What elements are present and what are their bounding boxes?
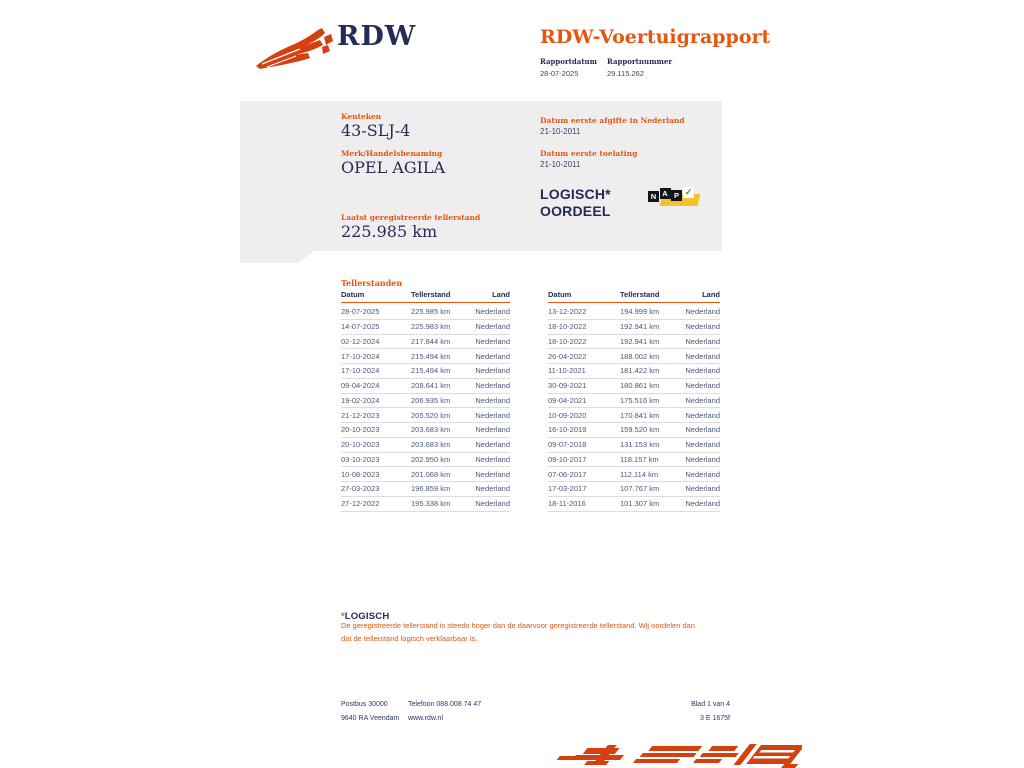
cell-datum: 10-08-2023: [341, 469, 380, 479]
cell-land: Nederland: [685, 410, 720, 420]
cell-land: Nederland: [685, 469, 720, 479]
cell-tellerstand: 131.153 km: [620, 440, 660, 450]
column-header-tellerstand: Tellerstand: [620, 290, 660, 299]
eerste-afgifte-label: Datum eerste afgifte in Nederland: [540, 116, 685, 125]
cell-land: Nederland: [475, 336, 510, 346]
cell-tellerstand: 180.861 km: [620, 381, 660, 391]
table-row: [341, 408, 510, 423]
decorative-stripes-icon: [542, 741, 802, 768]
cell-tellerstand: 205.520 km: [411, 410, 451, 420]
eerste-toelating-value: 21-10-2011: [540, 160, 581, 169]
table-row: [341, 467, 510, 482]
rdw-bird-logo-icon: [252, 25, 336, 73]
cell-datum: 30-09-2021: [548, 381, 587, 391]
cell-tellerstand: 181.422 km: [620, 366, 660, 376]
oordeel-text: [540, 186, 611, 220]
summary-panel-tab: [240, 251, 314, 263]
cell-datum: 17-10-2024: [341, 351, 380, 361]
cell-land: Nederland: [475, 322, 510, 332]
cell-land: Nederland: [475, 499, 510, 509]
cell-land: Nederland: [685, 440, 720, 450]
cell-datum: 03-10-2023: [341, 454, 380, 464]
table-row: [548, 364, 720, 379]
cell-tellerstand: 208.641 km: [411, 381, 451, 391]
nap-letter-n: N: [648, 191, 659, 202]
rdw-wordmark: RDW: [337, 21, 417, 52]
cell-tellerstand: 215.494 km: [411, 366, 451, 376]
table-row: [548, 349, 720, 364]
cell-tellerstand: 217.844 km: [411, 336, 451, 346]
cell-tellerstand: 188.002 km: [620, 351, 660, 361]
table-row: [341, 335, 510, 350]
table-row: [341, 349, 510, 364]
table-row: [548, 438, 720, 453]
nap-letter-p: P: [671, 190, 682, 201]
column-header-land: Land: [492, 290, 510, 299]
cell-land: Nederland: [685, 366, 720, 376]
footer-contact: [408, 698, 481, 726]
cell-tellerstand: 170.841 km: [620, 410, 660, 420]
cell-land: Nederland: [475, 410, 510, 420]
table-row: [341, 423, 510, 438]
footnote-title-text: LOGISCH: [344, 611, 390, 622]
cell-land: Nederland: [475, 395, 510, 405]
nap-letter-a: A: [660, 188, 671, 199]
table-row: [548, 482, 720, 497]
cell-land: Nederland: [475, 366, 510, 376]
cell-land: Nederland: [685, 454, 720, 464]
cell-land: Nederland: [475, 469, 510, 479]
cell-land: Nederland: [475, 425, 510, 435]
cell-tellerstand: 101.307 km: [620, 499, 660, 509]
cell-land: Nederland: [685, 425, 720, 435]
table-row: [548, 497, 720, 512]
cell-land: Nederland: [685, 381, 720, 391]
cell-datum: 14-07-2025: [341, 322, 380, 332]
cell-tellerstand: 225.983 km: [411, 322, 451, 332]
cell-tellerstand: 118.157 km: [620, 454, 659, 464]
table-row: [341, 497, 510, 512]
eerste-toelating-label: Datum eerste toelating: [540, 149, 638, 158]
table-row: [548, 394, 720, 409]
cell-tellerstand: 192.941 km: [620, 336, 660, 346]
cell-tellerstand: 203.683 km: [411, 440, 451, 450]
cell-tellerstand: 107.767 km: [620, 484, 660, 494]
document-title: RDW-Voertuigrapport: [540, 26, 771, 48]
cell-land: Nederland: [475, 381, 510, 391]
table-row: [341, 482, 510, 497]
table-row: [341, 394, 510, 409]
cell-tellerstand: 201.068 km: [411, 469, 451, 479]
cell-datum: 28-07-2025: [341, 307, 380, 317]
cell-datum: 18-10-2022: [548, 322, 587, 332]
column-header-datum: Datum: [548, 290, 572, 299]
footer-phone: Telefoon 088 008 74 47: [408, 701, 482, 708]
table-row: [341, 305, 510, 320]
cell-datum: 02-12-2024: [341, 336, 380, 346]
cell-land: Nederland: [685, 322, 720, 332]
cell-datum: 19-02-2024: [341, 395, 380, 405]
cell-land: Nederland: [475, 351, 510, 361]
table-row: [548, 379, 720, 394]
footer-postbus: Postbus 30000: [341, 701, 388, 708]
cell-land: Nederland: [685, 307, 720, 317]
cell-datum: 18-11-2016: [548, 499, 586, 509]
table-row: [548, 408, 720, 423]
cell-land: Nederland: [685, 395, 720, 405]
cell-tellerstand: 202.950 km: [411, 454, 451, 464]
footer-form-code: 3 E 1675f: [700, 715, 730, 722]
cell-datum: 21-12-2023: [341, 410, 380, 420]
table-row: [341, 453, 510, 468]
tellerstanden-section-title: Tellerstanden: [341, 278, 403, 288]
kenteken-value: 43-SLJ-4: [341, 121, 411, 140]
left-table-header: [341, 290, 510, 303]
cell-land: Nederland: [475, 484, 510, 494]
cell-tellerstand: 225.985 km: [411, 307, 451, 317]
table-row: [548, 453, 720, 468]
cell-land: Nederland: [685, 351, 720, 361]
cell-tellerstand: 112.114 km: [620, 469, 659, 479]
oordeel-line1: LOGISCH*: [540, 186, 611, 202]
right-table-header: [548, 290, 720, 303]
table-row: [548, 335, 720, 350]
footer-website-link[interactable]: www.rdw.nl: [408, 715, 444, 722]
report-number-label: Rapportnummer: [607, 57, 673, 66]
merk-value: OPEL AGILA: [341, 158, 446, 177]
table-row: [548, 467, 720, 482]
column-header-land: Land: [702, 290, 720, 299]
cell-tellerstand: 196.859 km: [411, 484, 451, 494]
footnote-line1: De geregistreerde tellerstand is steeds hoger dan de daarvoor geregistreerde tellerstand. Wij oordelen dan: [341, 621, 695, 630]
footer-meta: [630, 698, 730, 726]
laatste-tellerstand-label: Laatst geregistreerde tellerstand: [341, 213, 481, 222]
nap-check-icon: ✓: [684, 187, 693, 197]
cell-land: Nederland: [475, 440, 510, 450]
merk-label: Merk/Handelsbenaming: [341, 149, 443, 158]
report-number-value: 29.115.262: [607, 69, 644, 78]
cell-land: Nederland: [685, 336, 720, 346]
nap-logo: [648, 186, 702, 210]
table-row: [341, 438, 510, 453]
eerste-afgifte-value: 21-10-2011: [540, 127, 581, 136]
cell-land: Nederland: [475, 454, 510, 464]
cell-datum: 10-09-2020: [548, 410, 587, 420]
footer-page-number: Blad 1 van 4: [691, 701, 730, 708]
footnote-asterisk: *: [341, 611, 345, 622]
report-date-value: 28-07-2025: [540, 69, 579, 78]
footer-plaats: 9640 RA Veendam: [341, 715, 400, 722]
cell-datum: 11-10-2021: [548, 366, 586, 376]
cell-datum: 20-10-2023: [341, 425, 380, 435]
cell-tellerstand: 206.935 km: [411, 395, 451, 405]
table-row: [548, 305, 720, 320]
cell-datum: 20-10-2023: [341, 440, 380, 450]
cell-land: Nederland: [685, 484, 720, 494]
cell-tellerstand: 203.683 km: [411, 425, 451, 435]
cell-datum: 09-10-2017: [548, 454, 587, 464]
cell-datum: 13-12-2022: [548, 307, 587, 317]
cell-tellerstand: 215.494 km: [411, 351, 451, 361]
oordeel-line2: OORDEEL: [540, 203, 611, 219]
cell-datum: 16-10-2019: [548, 425, 587, 435]
table-row: [341, 379, 510, 394]
cell-datum: 27-12-2022: [341, 499, 380, 509]
table-row: [341, 364, 510, 379]
column-header-tellerstand: Tellerstand: [411, 290, 451, 299]
table-row: [341, 320, 510, 335]
cell-datum: 26-04-2022: [548, 351, 587, 361]
cell-datum: 09-07-2018: [548, 440, 587, 450]
cell-datum: 09-04-2021: [548, 395, 587, 405]
report-date-label: Rapportdatum: [540, 57, 598, 66]
cell-tellerstand: 192.941 km: [620, 322, 660, 332]
cell-land: Nederland: [475, 307, 510, 317]
footnote-body: [341, 619, 741, 645]
cell-datum: 18-10-2022: [548, 336, 587, 346]
table-row: [548, 320, 720, 335]
cell-tellerstand: 195.338 km: [411, 499, 451, 509]
cell-tellerstand: 194.999 km: [620, 307, 660, 317]
footer-address: [341, 698, 399, 726]
cell-land: Nederland: [685, 499, 720, 509]
table-row: [548, 423, 720, 438]
cell-tellerstand: 159.520 km: [620, 425, 660, 435]
cell-datum: 17-03-2017: [548, 484, 587, 494]
cell-datum: 17-10-2024: [341, 366, 380, 376]
cell-datum: 09-04-2024: [341, 381, 380, 391]
footnote-line2: dat de tellerstand logisch verklaarbaar is.: [341, 634, 478, 643]
right-table-body: [548, 305, 720, 512]
cell-datum: 27-03-2023: [341, 484, 380, 494]
laatste-tellerstand-value: 225.985 km: [341, 222, 438, 241]
cell-tellerstand: 175.516 km: [620, 395, 660, 405]
column-header-datum: Datum: [341, 290, 365, 299]
cell-datum: 07-06-2017: [548, 469, 587, 479]
kenteken-label: Kenteken: [341, 112, 382, 121]
left-table-body: [341, 305, 510, 512]
